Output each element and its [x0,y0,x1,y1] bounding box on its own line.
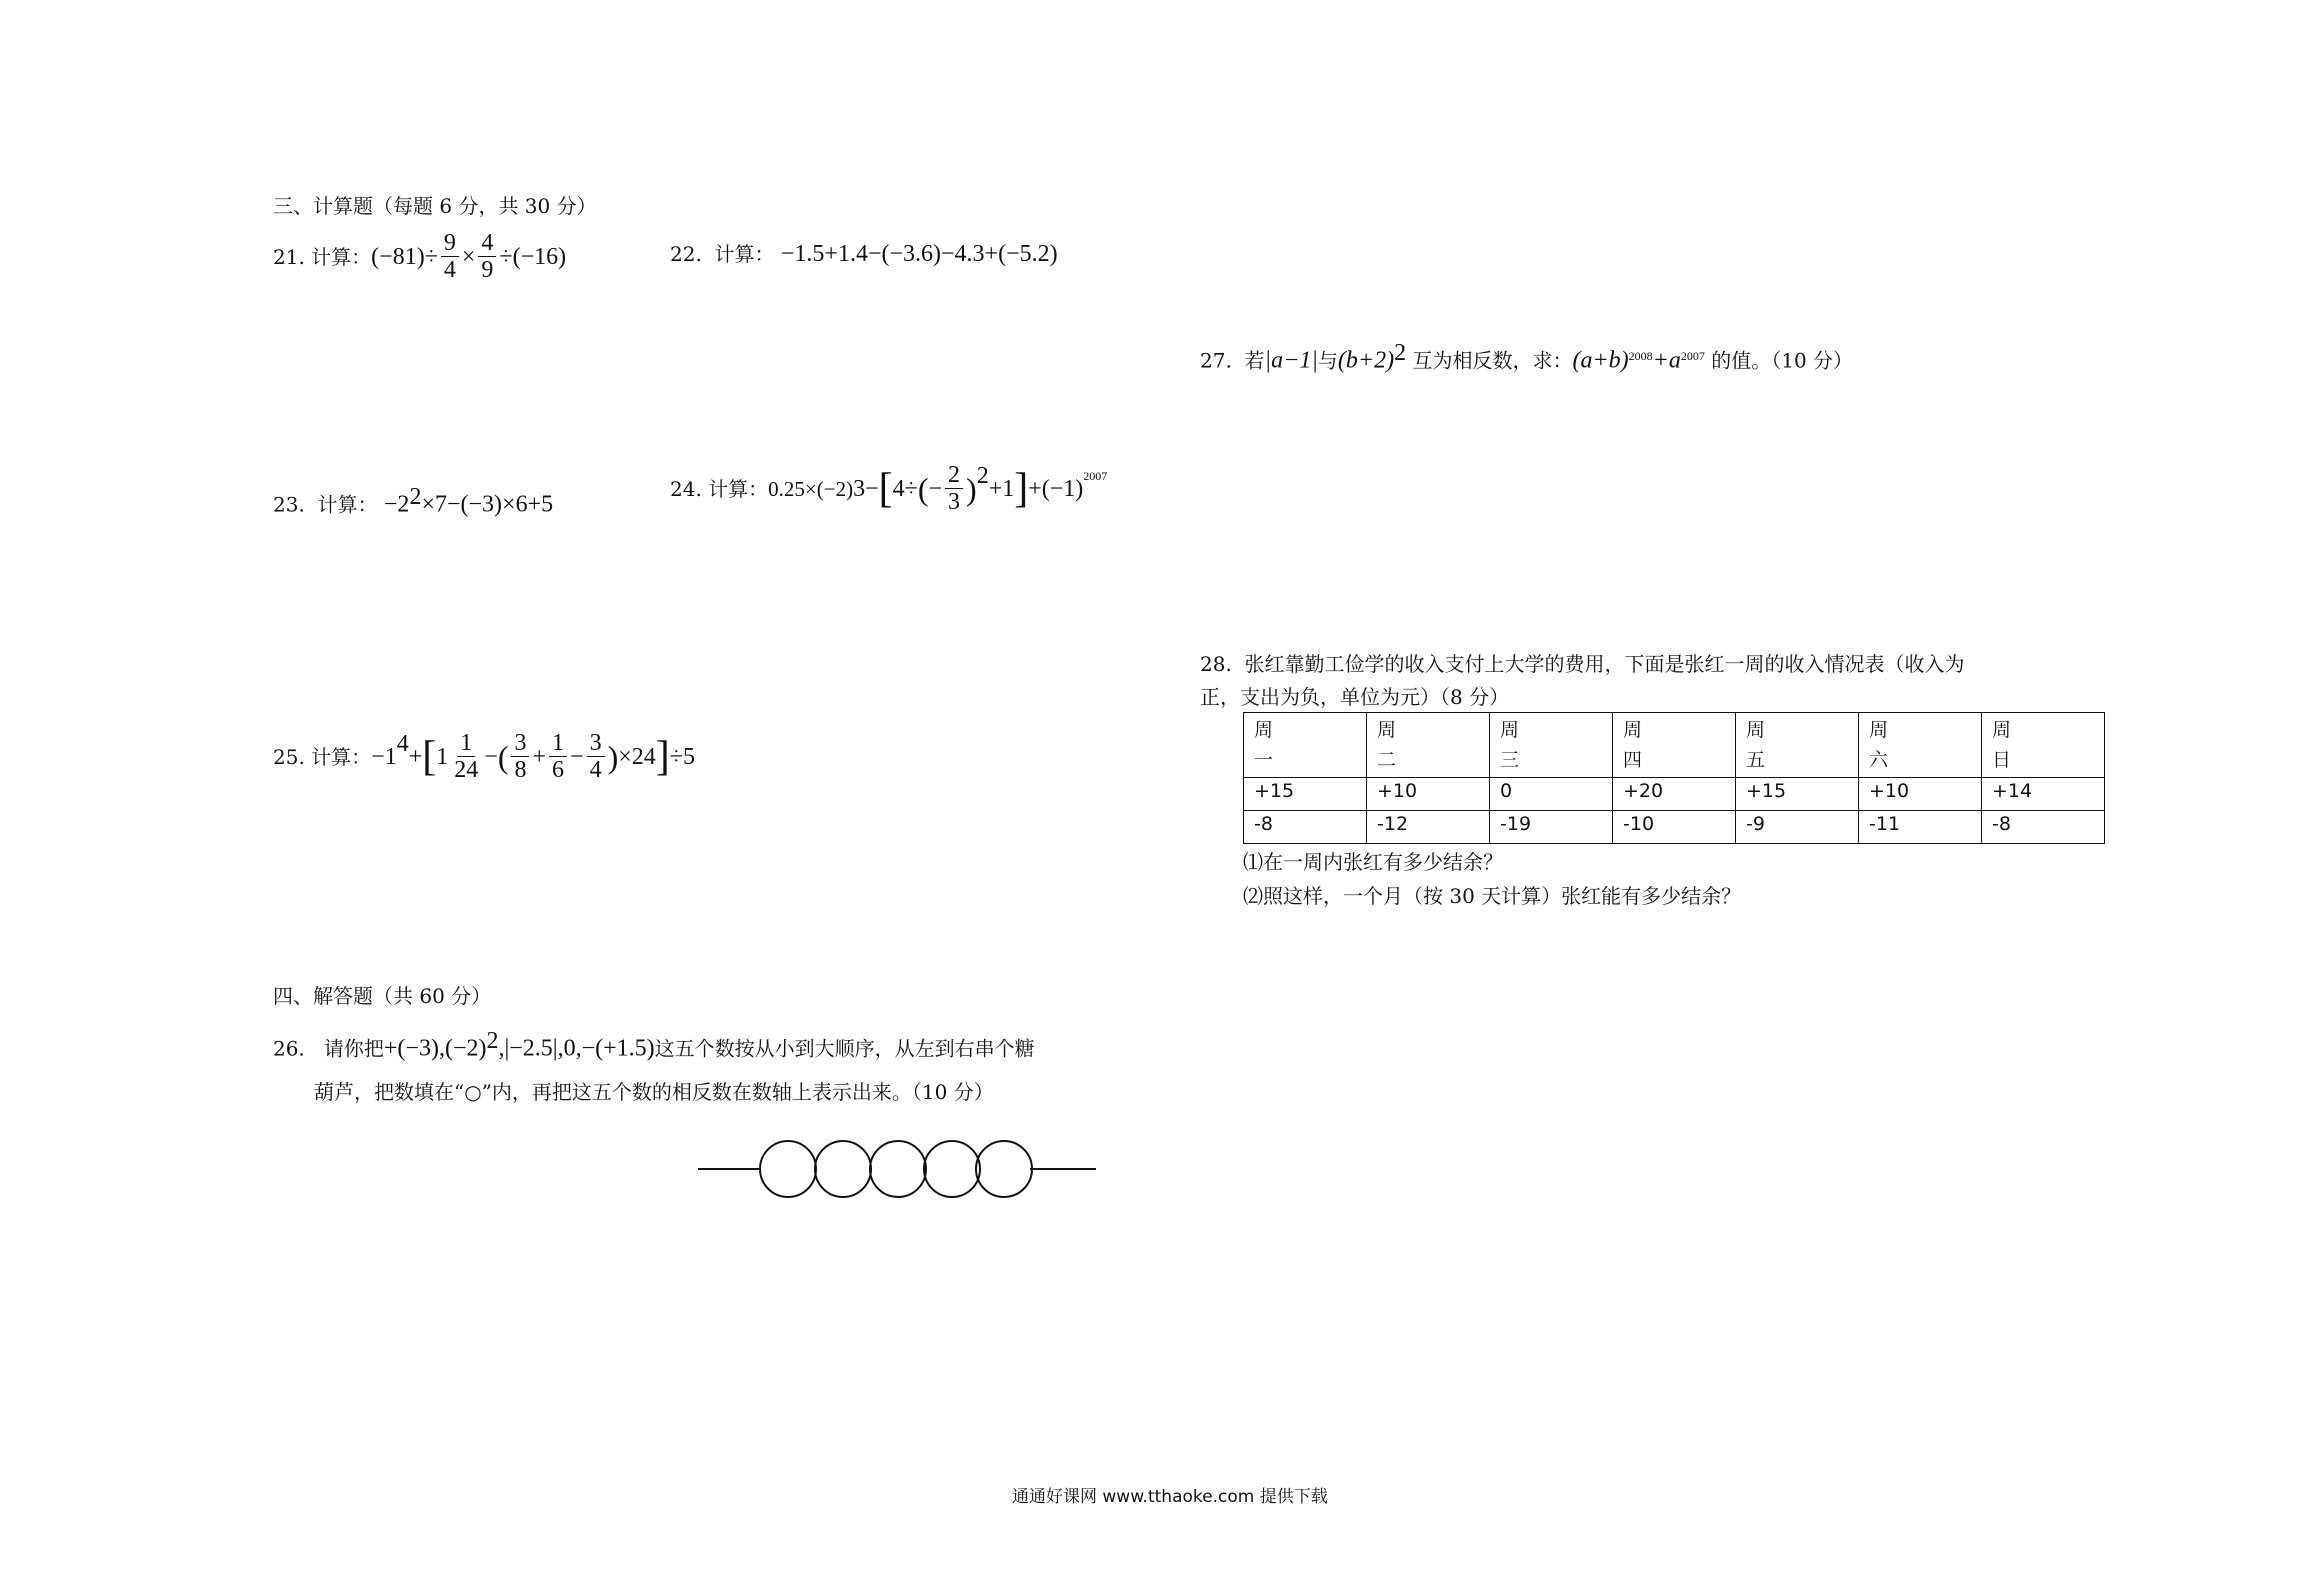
q25-right-paren: ) [607,738,619,775]
q28-number: 28. [1200,652,1232,676]
q21-part1: (−81)÷ [371,243,438,270]
q24-right-bracket: ] [1014,465,1029,512]
section-3-heading: 三、计算题（每题 6 分，共 30 分） [273,194,597,218]
q22-expression: −1.5+1.4−(−3.6)−4.3+(−5.2) [780,241,1058,267]
q25-left-bracket: [ [422,733,437,780]
question-28-line-1 [1200,650,1965,678]
question-22 [670,240,1058,268]
day-cell: 周 三 [1490,713,1613,778]
expense-cell: -12 [1367,811,1490,844]
q25-fraction-2 [511,730,529,783]
expense-cell: -8 [1244,811,1367,844]
q25-number: 25. [273,744,305,769]
question-25 [273,730,695,783]
q28-subquestion-2: ⑵照这样，一个月（按 30 天计算）张红能有多少结余？ [1243,884,1742,908]
q28-text-line-1: 张红靠勤工俭学的收入支付上大学的费用，下面是张红一周的收入情况表（收入为 [1244,652,1965,676]
q27-abs-expr: |a−1| [1264,347,1318,374]
q26-numbers-2: ,|−2.5|,0,−(+1.5) [498,1035,655,1062]
q27-exp1: 2 [1394,340,1407,366]
expense-cell: -8 [1982,811,2105,844]
q25-times-24: ×24 [618,743,656,770]
day-cell: 周 二 [1367,713,1490,778]
q26-text-b: 这五个数按从小到大顺序，从左到右串个糖 [654,1036,1035,1061]
expense-cell: -10 [1613,811,1736,844]
question-26-line-1 [273,1027,1035,1063]
income-cell: +20 [1613,778,1736,811]
q24-right-paren: ) [966,470,977,507]
q25-part1: −1 [371,743,397,770]
q23-part2: ×7−(−3)×6+5 [421,491,554,518]
q25-f3-numerator: 1 [549,730,567,757]
question-27 [1200,339,1853,375]
q21-f1-denominator: 4 [443,257,456,283]
q25-whole: 1 [436,743,449,770]
q27-number: 27. [1200,348,1232,373]
income-table [1243,712,2105,844]
table-row-days [1244,713,2105,778]
haw-circle-1[interactable] [760,1141,816,1197]
q21-fraction-2 [478,230,496,283]
q26-numbers-1: +(−3),(−2) [383,1035,487,1062]
table-row-expense [1244,811,2105,844]
q24-part3: 4÷ [892,475,918,502]
q25-fraction-3 [549,730,567,783]
question-28-line-2: 正，支出为负，单位为元）（8 分） [1200,685,1510,709]
expense-cell: -11 [1859,811,1982,844]
q25-f4-denominator: 4 [589,757,602,783]
q25-f2-denominator: 8 [514,757,527,783]
expense-cell: -19 [1490,811,1613,844]
q24-exp1: 3 [853,475,866,502]
q27-text-c: 互为相反数，求： [1412,348,1573,373]
q21-part2: ÷(−16) [499,243,567,270]
q27-expr-2: (a+b) [1572,347,1629,374]
footer-source: 通通好课网 www.tthaoke.com 提供下载 [1012,1487,1328,1507]
day-cell: 周 六 [1859,713,1982,778]
q27-text-d: 的值。（10 分） [1711,348,1854,373]
q25-fraction-4 [587,730,605,783]
section-4-heading: 四、解答题（共 60 分） [273,984,492,1008]
q27-expr-1: (b+2) [1337,347,1395,374]
q25-f4-numerator: 3 [587,730,605,757]
q27-text-a: 若 [1244,348,1265,373]
q25-fraction-1 [451,730,481,783]
q25-minus-1: − [484,743,498,770]
q24-number: 24. [670,476,702,501]
question-21 [273,230,566,283]
candied-haws-diagram [698,1135,1098,1205]
q27-text-b: 与 [1317,348,1338,373]
q24-part6: +(−1) [1028,475,1084,502]
q23-label: 计算： [317,492,378,517]
day-cell: 周 一 [1244,713,1367,778]
haw-circle-5[interactable] [976,1141,1032,1197]
q23-exponent: 2 [409,484,422,510]
q25-divide-5: ÷5 [669,743,695,770]
q24-left-bracket: [ [878,465,893,512]
q25-minus-2: − [570,743,584,770]
income-cell: +14 [1982,778,2105,811]
q25-f2-numerator: 3 [511,730,529,757]
q25-f1-denominator: 24 [454,757,479,783]
q27-exp3: 2007 [1680,349,1705,363]
q21-times: × [461,243,476,270]
table-row-income [1244,778,2105,811]
q21-label: 计算： [311,244,372,269]
expense-cell: -9 [1736,811,1859,844]
q21-f2-denominator: 9 [481,257,494,283]
q28-subquestion-1: ⑴在一周内张红有多少结余？ [1243,850,1503,874]
q24-part1: 0.25×(−2) [768,476,854,501]
q23-number: 23. [273,492,305,517]
q24-exp2: 2 [976,463,989,489]
haw-circle-3[interactable] [870,1141,926,1197]
income-cell: +10 [1859,778,1982,811]
haw-circle-4[interactable] [924,1141,980,1197]
q25-left-paren: ( [497,738,509,775]
question-26-line-2: 葫芦，把数填在“○”内，再把这五个数的相反数在数轴上表示出来。（10 分） [314,1080,994,1104]
question-24 [670,462,1107,515]
day-cell: 周 日 [1982,713,2105,778]
q25-plus-2: + [532,743,547,770]
q26-exponent: 2 [486,1028,499,1054]
q24-f-denominator: 3 [948,489,961,515]
q24-minus: − [865,475,879,502]
q21-fraction-1 [441,230,459,283]
q24-f-numerator: 2 [945,462,963,489]
q24-fraction [945,462,963,515]
day-cell: 周 五 [1736,713,1859,778]
q21-number: 21. [273,244,305,269]
q22-label: 计算： [714,242,775,266]
income-cell: +15 [1736,778,1859,811]
haw-circle-2[interactable] [815,1141,871,1197]
q25-right-bracket: ] [655,733,670,780]
q26-number: 26. [273,1036,305,1061]
question-23 [273,483,553,519]
q23-part1: −2 [383,491,410,518]
q25-label: 计算： [311,744,372,769]
income-cell: +15 [1244,778,1367,811]
q27-exp2: 2008 [1628,349,1653,363]
income-cell: +10 [1367,778,1490,811]
q25-f1-numerator: 1 [457,730,475,757]
q24-part5: +1 [988,475,1015,502]
q27-expr-3: +a [1652,347,1681,374]
q22-number: 22. [670,242,702,266]
day-cell: 周 四 [1613,713,1736,778]
q25-exp1: 4 [396,731,409,757]
q26-text-a: 请你把 [323,1036,384,1061]
q24-left-paren: ( [917,470,929,507]
q24-neg: − [928,475,943,502]
q21-f1-numerator: 9 [441,230,459,257]
income-cell: 0 [1490,778,1613,811]
q25-f3-denominator: 6 [552,757,565,783]
q21-f2-numerator: 4 [478,230,496,257]
q25-plus: + [408,743,423,770]
q24-label: 计算： [708,476,769,501]
q24-exp3: 2007 [1083,469,1108,483]
